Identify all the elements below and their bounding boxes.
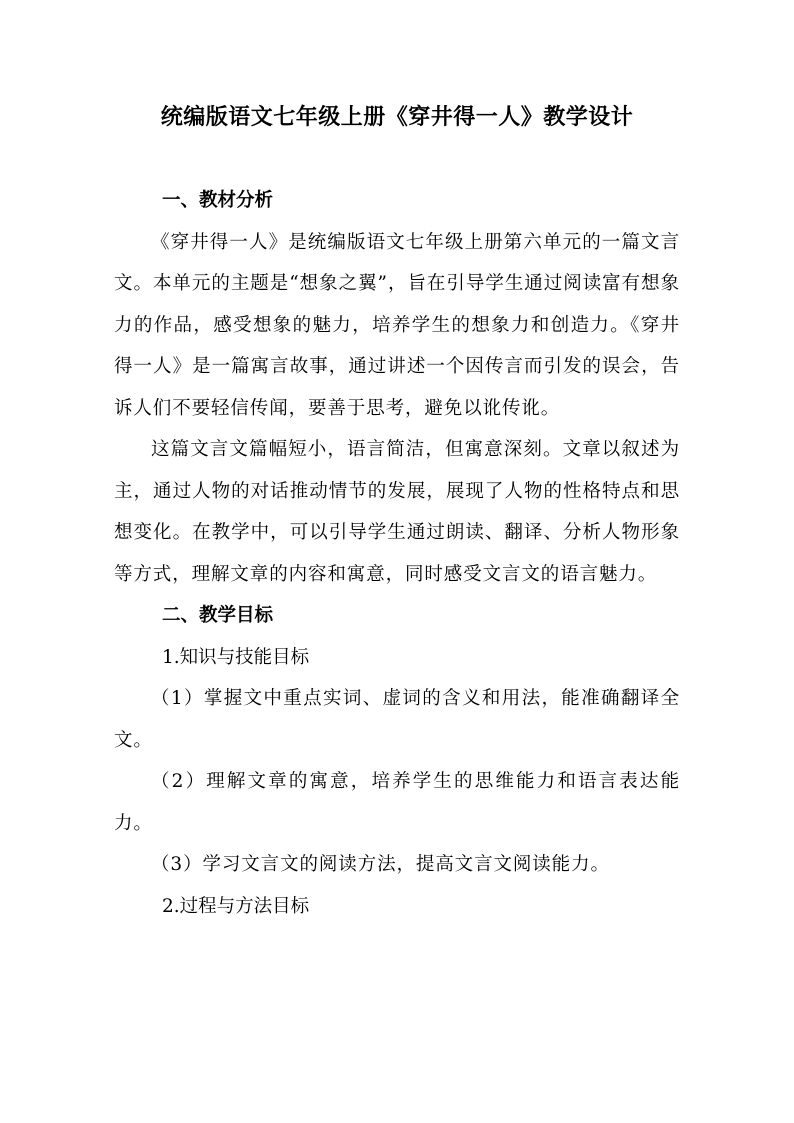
- goal-item-2: （2）理解文章的寓意，培养学生的思维能力和语言表达能力。: [114, 771, 680, 834]
- section-heading-textbook-analysis: 一、教材分析: [162, 190, 274, 211]
- section-heading-teaching-goals: 二、教学目标: [162, 605, 274, 626]
- paragraph-textbook-analysis-1: 《穿井得一人》是统编版语文七年级上册第六单元的一篇文言文。本单元的主题是“想象之翼”，旨在引导学生通过阅读富有想象力的作品，感受想象的魅力，培养学生的想象力和创造力。《穿井得一人》是一篇寓言故事，通过讲述一个因传言而引发的误会，告诉人们不要轻信传闻，要善于思考，避免以讹传讹。: [114, 231, 680, 419]
- subheading-process-methods: 2.过程与方法目标: [162, 895, 310, 917]
- document-body: [114, 180, 680, 927]
- paragraph-textbook-analysis-2: 这篇文言文篇幅短小，语言简洁，但寓意深刻。文章以叙述为主，通过人物的对话推动情节的发展，展现了人物的性格特点和思想变化。在教学中，可以引导学生通过朗读、翻译、分析人物形象等方式，理解文章的内容和寓意，同时感受文言文的语言魅力。: [114, 439, 680, 585]
- document-title: 统编版语文七年级上册《穿井得一人》教学设计: [160, 105, 634, 130]
- goal-item-1: （1）掌握文中重点实词、虚词的含义和用法，能准确翻译全文。: [114, 688, 680, 751]
- subheading-knowledge-skills: 1.知识与技能目标: [162, 646, 310, 668]
- goal-item-3: （3）学习文言文的阅读方法，提高文言文阅读能力。: [151, 854, 610, 875]
